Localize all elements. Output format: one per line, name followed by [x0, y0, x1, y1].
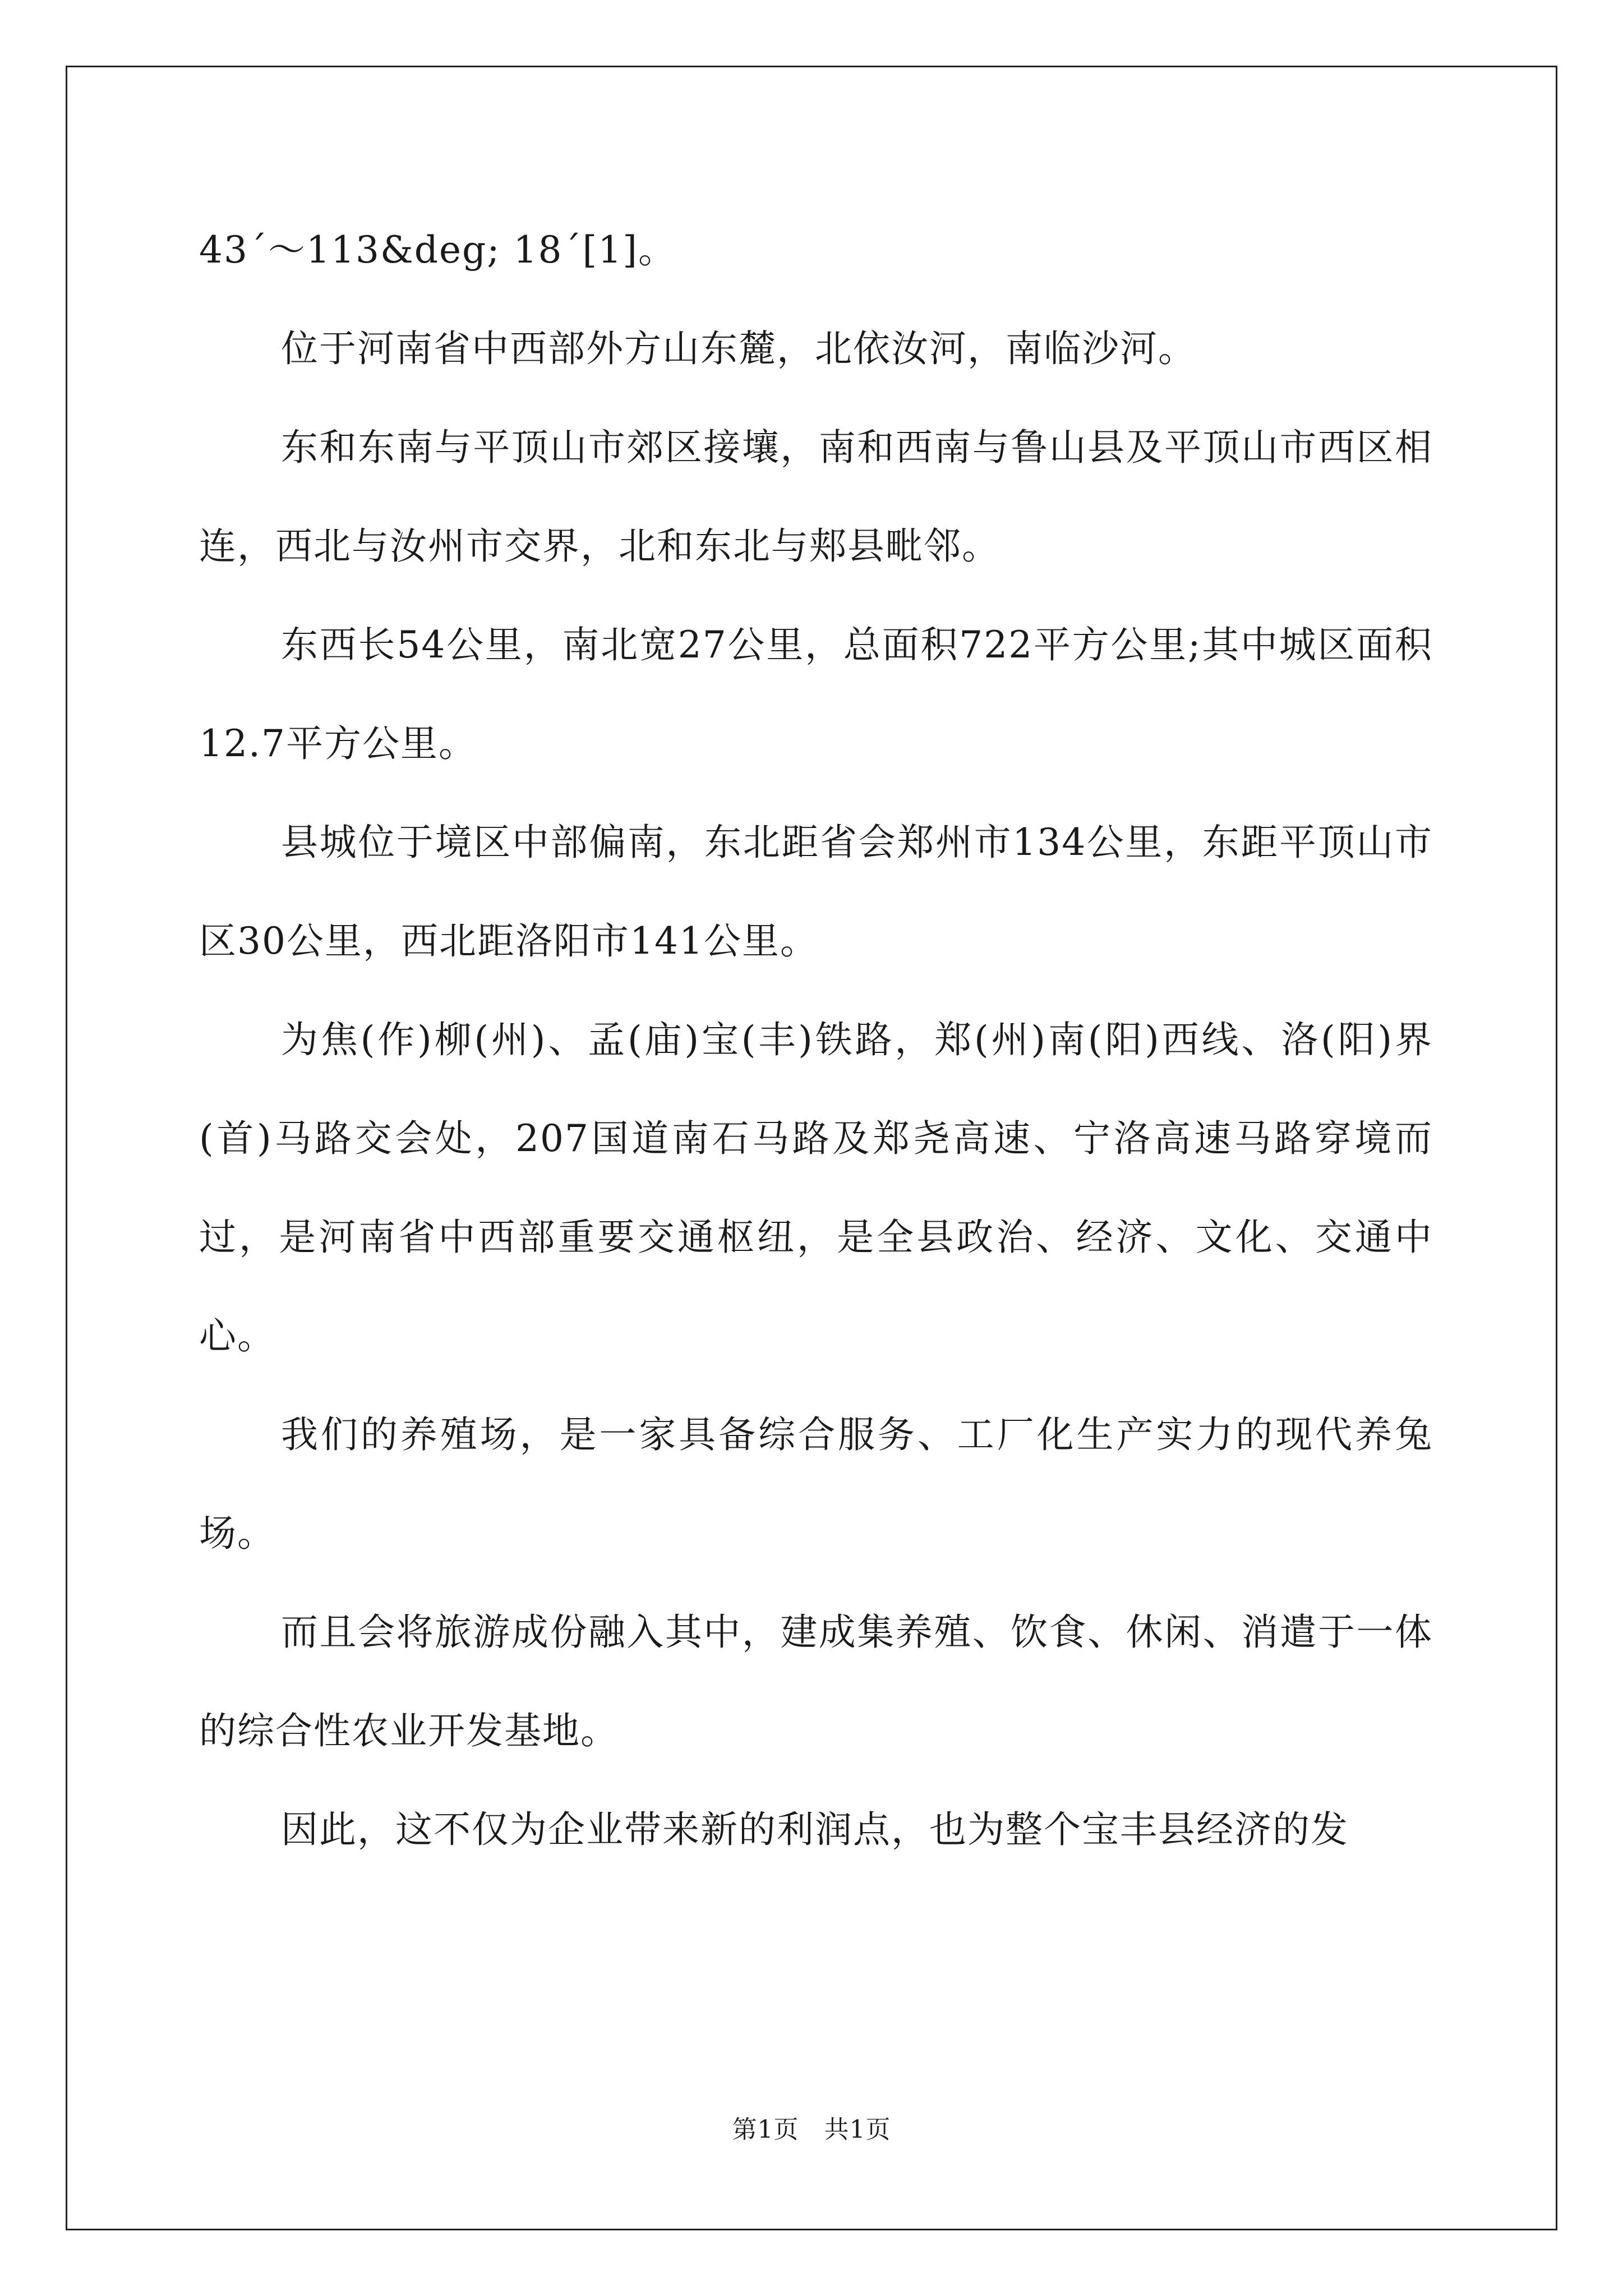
paragraph-farm: 我们的养殖场，是一家具备综合服务、工厂化生产实力的现代养兔场。 [199, 1413, 1433, 1555]
paragraph-area: 东西长54公里，南北宽27公里，总面积722平方公里;其中城区面积12.7平方公里。 [199, 623, 1433, 765]
paragraph-borders: 东和东南与平顶山市郊区接壤，南和西南与鲁山县及平顶山市西区相连，西北与汝州市交界，北和东北与郏县毗邻。 [199, 426, 1433, 568]
paragraph-transport: 为焦(作)柳(州)、孟(庙)宝(丰)铁路，郑(州)南(阳)西线、洛(阳)界(首)马路交会处，207国道南石马路及郑尧高速、宁洛高速马路穿境而过，是河南省中西部重要交通枢纽，是全县政治、经济、文化、交通中心。 [199, 1018, 1433, 1358]
paragraph-tourism: 而且会将旅游成份融入其中，建成集养殖、饮食、休闲、消遣于一体的综合性农业开发基地。 [199, 1611, 1433, 1752]
paragraph-location: 位于河南省中西部外方山东麓，北依汝河，南临沙河。 [281, 327, 1196, 370]
paragraph-distances: 县城位于境区中部偏南，东北距省会郑州市134公里，东距平顶山市区30公里，西北距洛阳市141公里。 [199, 821, 1433, 963]
page-number-footer: 第1页 共1页 [732, 2115, 891, 2144]
paragraph-conclusion: 因此，这不仅为企业带来新的利润点，也为整个宝丰县经济的发 [281, 1808, 1349, 1851]
document-body [199, 201, 1433, 1879]
paragraph-coordinates: 43´～113&deg; 18´[1]。 [199, 228, 676, 272]
